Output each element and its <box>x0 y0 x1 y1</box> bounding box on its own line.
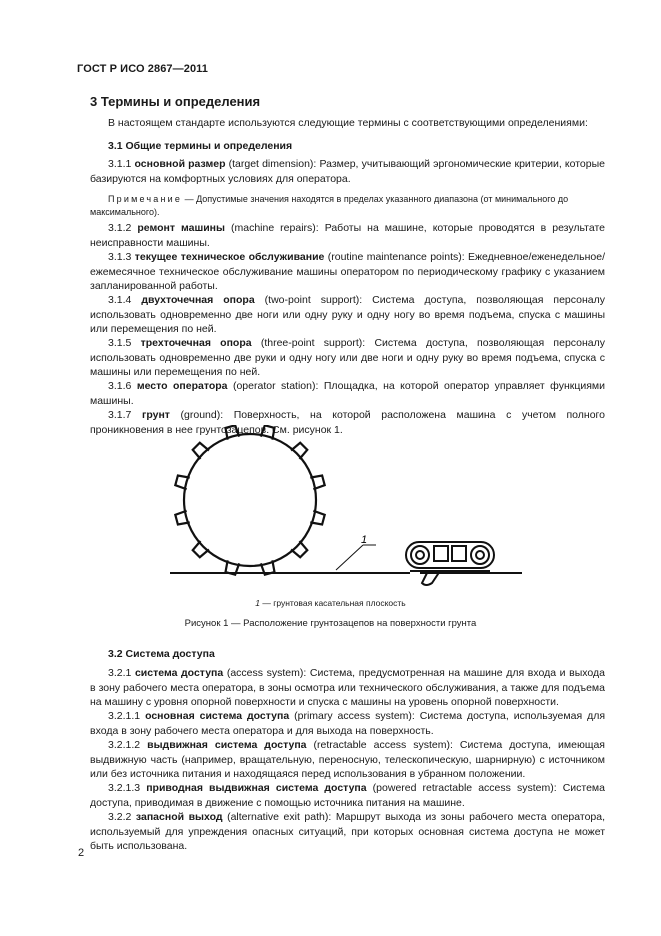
term-3-1-6 <box>90 379 605 408</box>
term-name: трехточечная опора <box>140 337 252 349</box>
term-definition: (two-point support): Система доступа, позволяющая персоналу использовать одновременно две ноги или одну руку и одну ногу во время подъема, спуска с машины или перемещения по ней. <box>90 294 605 336</box>
term-number: 3.2.2 <box>108 811 132 823</box>
document-header: ГОСТ Р ИСО 2867—2011 <box>77 63 209 75</box>
term-name: приводная выдвижная система доступа <box>146 782 367 794</box>
term-name: запасной выход <box>135 811 223 823</box>
figure-marker: 1 <box>361 534 368 546</box>
term-number: 3.2.1 <box>108 667 132 679</box>
term-number: 3.1.3 <box>108 251 132 263</box>
track-window <box>434 546 448 561</box>
term-number: 3.1.4 <box>108 294 132 306</box>
term-name: выдвижная система доступа <box>147 739 307 751</box>
term-3-1-5 <box>90 336 605 380</box>
figure-legend <box>0 598 661 608</box>
term-3-1-4 <box>90 293 605 337</box>
track-sprocket <box>471 546 489 564</box>
term-number: 3.1.7 <box>108 409 132 421</box>
term-name: двухточечная опора <box>141 294 255 306</box>
section-title: 3 Термины и определения <box>90 94 261 109</box>
grouser-wheel <box>175 425 325 575</box>
note <box>90 193 615 218</box>
leader-line <box>336 545 363 570</box>
track-window <box>452 546 466 561</box>
term-3-2-1-2 <box>90 738 605 782</box>
term-name: грунт <box>141 409 170 421</box>
figure-ground-tangent <box>160 425 530 595</box>
intro-paragraph: В настоящем стандарте используются следующие термины с соответствующими определениями: <box>108 117 588 129</box>
term-definition: (access system): Система, предусмотренная на машине для входа и выхода в зону рабочего места оператора, в зоны осмотра или технического обслуживания, а также для подъема на машину с уровня опорной поверхности и спуска с машины на уровень опорной поверхности. <box>90 667 605 709</box>
note-text: — Допустимые значения находятся в пределах указанного диапазона (от минимального до максимального). <box>90 194 569 217</box>
grouser-lugs <box>175 425 325 575</box>
term-definition: (routine maintenance points): Ежедневное/еженедельное/ежемесячное техническое обслуживание машины оператором по периодическому графику с указанием запланированной работы. <box>90 251 605 293</box>
term-number: 3.1.5 <box>108 337 132 349</box>
term-definition: (alternative exit path): Маршрут выхода из зоны рабочего места оператора, используемый для упреждения опасных ситуаций, при которых основная система доступа не может быть использована. <box>90 811 606 853</box>
crawler-track <box>406 542 494 585</box>
term-definition: (three-point support): Система доступа, позволяющая персоналу использовать одновременно две руки и одну ногу или две ноги и одну руку во время подъема, спуска с машины или перемещения по ней. <box>90 337 606 379</box>
track-idler <box>411 546 429 564</box>
track-idler-hub <box>416 551 424 559</box>
term-3-1-2 <box>90 221 605 250</box>
term-3-2-1-3 <box>90 781 605 810</box>
term-3-1-1 <box>90 157 605 186</box>
term-definition: (powered retractable access system): Система доступа, приводимая в движение с помощью источника питания на машине. <box>90 782 605 809</box>
term-number: 3.2.1.1 <box>108 710 141 722</box>
term-number: 3.1.1 <box>108 158 132 170</box>
term-3-2-1 <box>90 666 605 710</box>
term-3-2-2 <box>90 810 605 854</box>
term-3-2-1-1 <box>90 709 605 738</box>
term-name: место оператора <box>136 380 228 392</box>
term-number: 3.2.1.2 <box>108 739 141 751</box>
term-number: 3.1.2 <box>108 222 132 234</box>
legend-number: 1 <box>255 598 260 608</box>
term-name: система доступа <box>134 667 224 679</box>
term-definition: (operator station): Площадка, на которой оператор управляет функциями машины. <box>90 380 605 407</box>
term-definition: (target dimension): Размер, учитывающий эргономические критерии, которые базируются на комфортных условиях для оператора. <box>90 158 605 185</box>
term-name: основная система доступа <box>145 710 290 722</box>
note-label: Примечание <box>108 194 183 204</box>
wheel-rim <box>184 434 316 566</box>
term-3-1-3 <box>90 250 605 294</box>
term-definition: (machine repairs): Работы на машине, которые проводятся в результате неисправности машины. <box>90 222 606 249</box>
term-name: текущее техническое обслуживание <box>134 251 325 263</box>
figure-caption: Рисунок 1 — Расположение грунтозацепов на поверхности грунта <box>184 618 477 629</box>
page-number: 2 <box>78 847 85 859</box>
legend-text: — грунтовая касательная плоскость <box>260 598 406 608</box>
term-name: основной размер <box>134 158 226 170</box>
term-definition: (ground): Поверхность, на которой расположена машина с учетом полного проникновения в нее грунтозацепов. См. рисунок 1. <box>90 409 605 436</box>
term-number: 3.1.6 <box>108 380 132 392</box>
term-definition: (primary access system): Система доступа, используемая для входа в зону рабочего места оператора и для выхода на поверхность. <box>90 710 606 737</box>
subsection-title-3-2: 3.2 Система доступа <box>108 648 215 660</box>
term-number: 3.2.1.3 <box>108 782 141 794</box>
subsection-title-3-1: 3.1 Общие термины и определения <box>108 140 293 152</box>
term-name: ремонт машины <box>137 222 225 234</box>
term-definition: (retractable access system): Система доступа, имеющая выдвижную часть (например, вращательную, переносную, телескопическую, шарнирную) с источником или без источника питания и находящаяся перед использования в убранном положении. <box>90 739 605 781</box>
track-sprocket-hub <box>476 551 484 559</box>
